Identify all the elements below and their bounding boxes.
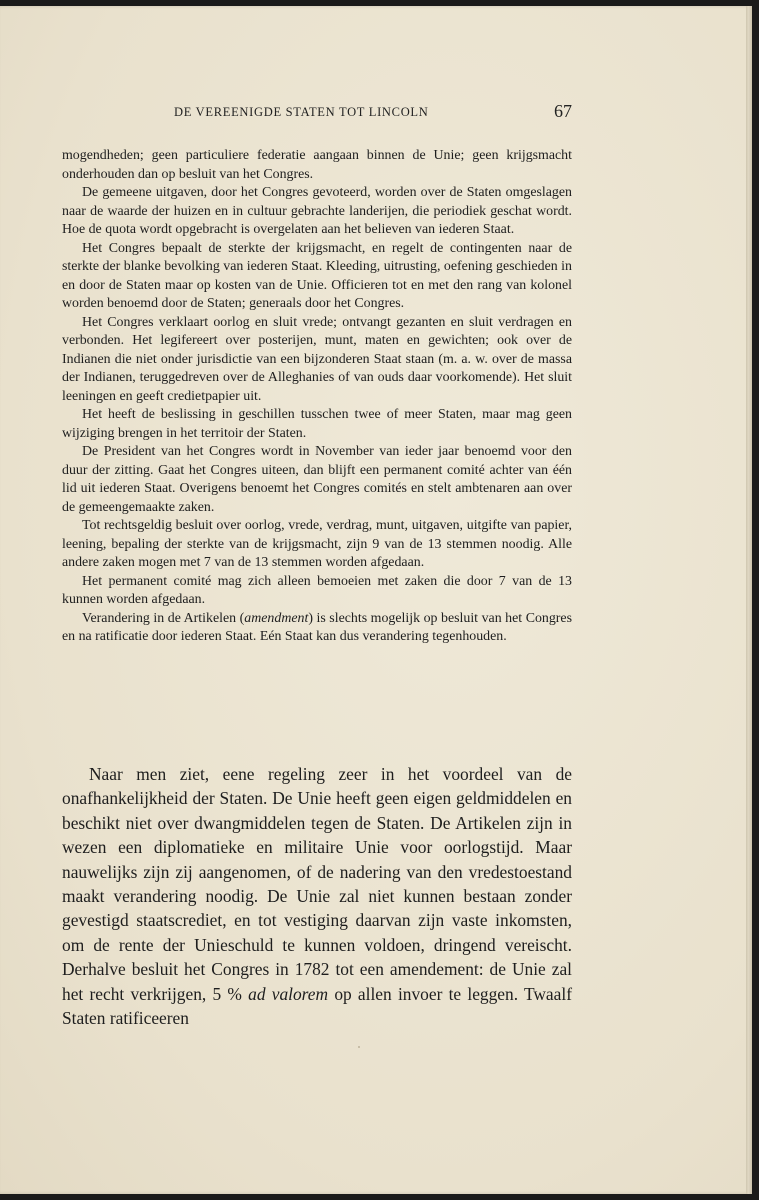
article-paragraph: Het Congres verklaart oorlog en sluit vrede; ontvangt gezanten en sluit verdragen en verbonden. Het legifereert over posterijen, munt, maten en gewichten; ook over de Indianen die niet onder jurisdictie van een bijzonderen Staat staan (m. a. w. over de massa der Indianen, teruggedreven over de Alleghanies of van ouds daar voorkomende). Het sluit leeningen en geeft credietpapier uit.	[62, 314, 572, 404]
article-paragraph: Het permanent comité mag zich alleen bemoeien met zaken die door 7 van de 13 kunnen worden afgedaan.	[62, 573, 572, 607]
book-page	[0, 6, 752, 1194]
commentary-paragraph: Naar men ziet, eene regeling zeer in het voordeel van de onafhankelijkheid der Staten. De Unie heeft geen eigen geldmiddelen en beschikt niet over dwangmiddelen tegen de Staten. De Artikelen zijn in wezen een diplomatieke en militaire Unie voor oorlogstijd. Maar nauwelijks zijn zij aangenomen, of de nadering van den vredestoestand maakt verandering noodig. De Unie zal niet kunnen bestaan zonder gevestigd staatscrediet, en tot vestiging daarvan zijn vaste inkomsten, om de rente der Unieschuld te kunnen voldoen, dringend vereischt. Derhalve besluit het Congres in 1782 tot een amendement: de Unie zal het recht verkrijgen, 5 % ad valorem op allen invoer te leggen. Twaalf Staten ratificeeren	[62, 764, 572, 1029]
italic-term: ad valorem	[248, 983, 329, 1004]
article-paragraph: mogendheden; geen particuliere federatie aangaan binnen de Unie; geen krijgsmacht onderhouden dan op besluit van het Congres.	[62, 148, 572, 182]
article-paragraph: Verandering in de Artikelen (amendment) is slechts mogelijk op besluit van het Congres en na ratificatie door iederen Staat. Eén Staat kan dus verandering tegenhouden.	[62, 610, 572, 644]
commentary-text	[62, 762, 572, 1030]
article-paragraph: Het Congres bepaalt de sterkte der krijgsmacht, en regelt de contingenten naar de sterkte der blanke bevolking van iederen Staat. Kleeding, uitrusting, oefening geschieden in en door de Staten maar op kosten van de Unie. Officieren tot en met den rang van kolonel worden benoemd door de Staten; generaals door het Congres.	[62, 240, 572, 311]
running-head-title: DE VEREENIGDE STATEN TOT LINCOLN	[174, 105, 429, 119]
article-paragraph: Het heeft de beslissing in geschillen tusschen twee of meer Staten, maar mag geen wijziging brengen in het territoir der Staten.	[62, 407, 572, 441]
article-paragraph: De President van het Congres wordt in November van ieder jaar benoemd voor den duur der zitting. Gaat het Congres uiteen, dan blijft een permanent comité achter van één lid uit iederen Staat. Overigens benoemt het Congres comités en stelt ambtenaren aan over de gemeengemaakte zaken.	[62, 444, 572, 515]
article-paragraph: Tot rechtsgeldig besluit over oorlog, vrede, verdrag, munt, uitgaven, uitgifte van papier, leening, bepaling der sterkte van de krijgsmacht, zijn 9 van de 13 stemmen noodig. Alle andere zaken mogen met 7 van de 13 stemmen worden afgedaan.	[62, 518, 572, 570]
articles-text	[62, 147, 572, 647]
italic-term: amendment	[244, 610, 309, 626]
page-number: 67	[554, 101, 572, 121]
running-head	[62, 101, 572, 125]
paper-speck	[358, 1046, 360, 1048]
page-edge	[746, 6, 752, 1194]
article-paragraph: De gemeene uitgaven, door het Congres gevoteerd, worden over de Staten omgeslagen naar de waarde der huizen en in cultuur gebrachte landerijen, die periodiek geschat wordt. Hoe de quota wordt opgebracht is overgelaten aan het believen van iederen Staat.	[62, 185, 572, 237]
